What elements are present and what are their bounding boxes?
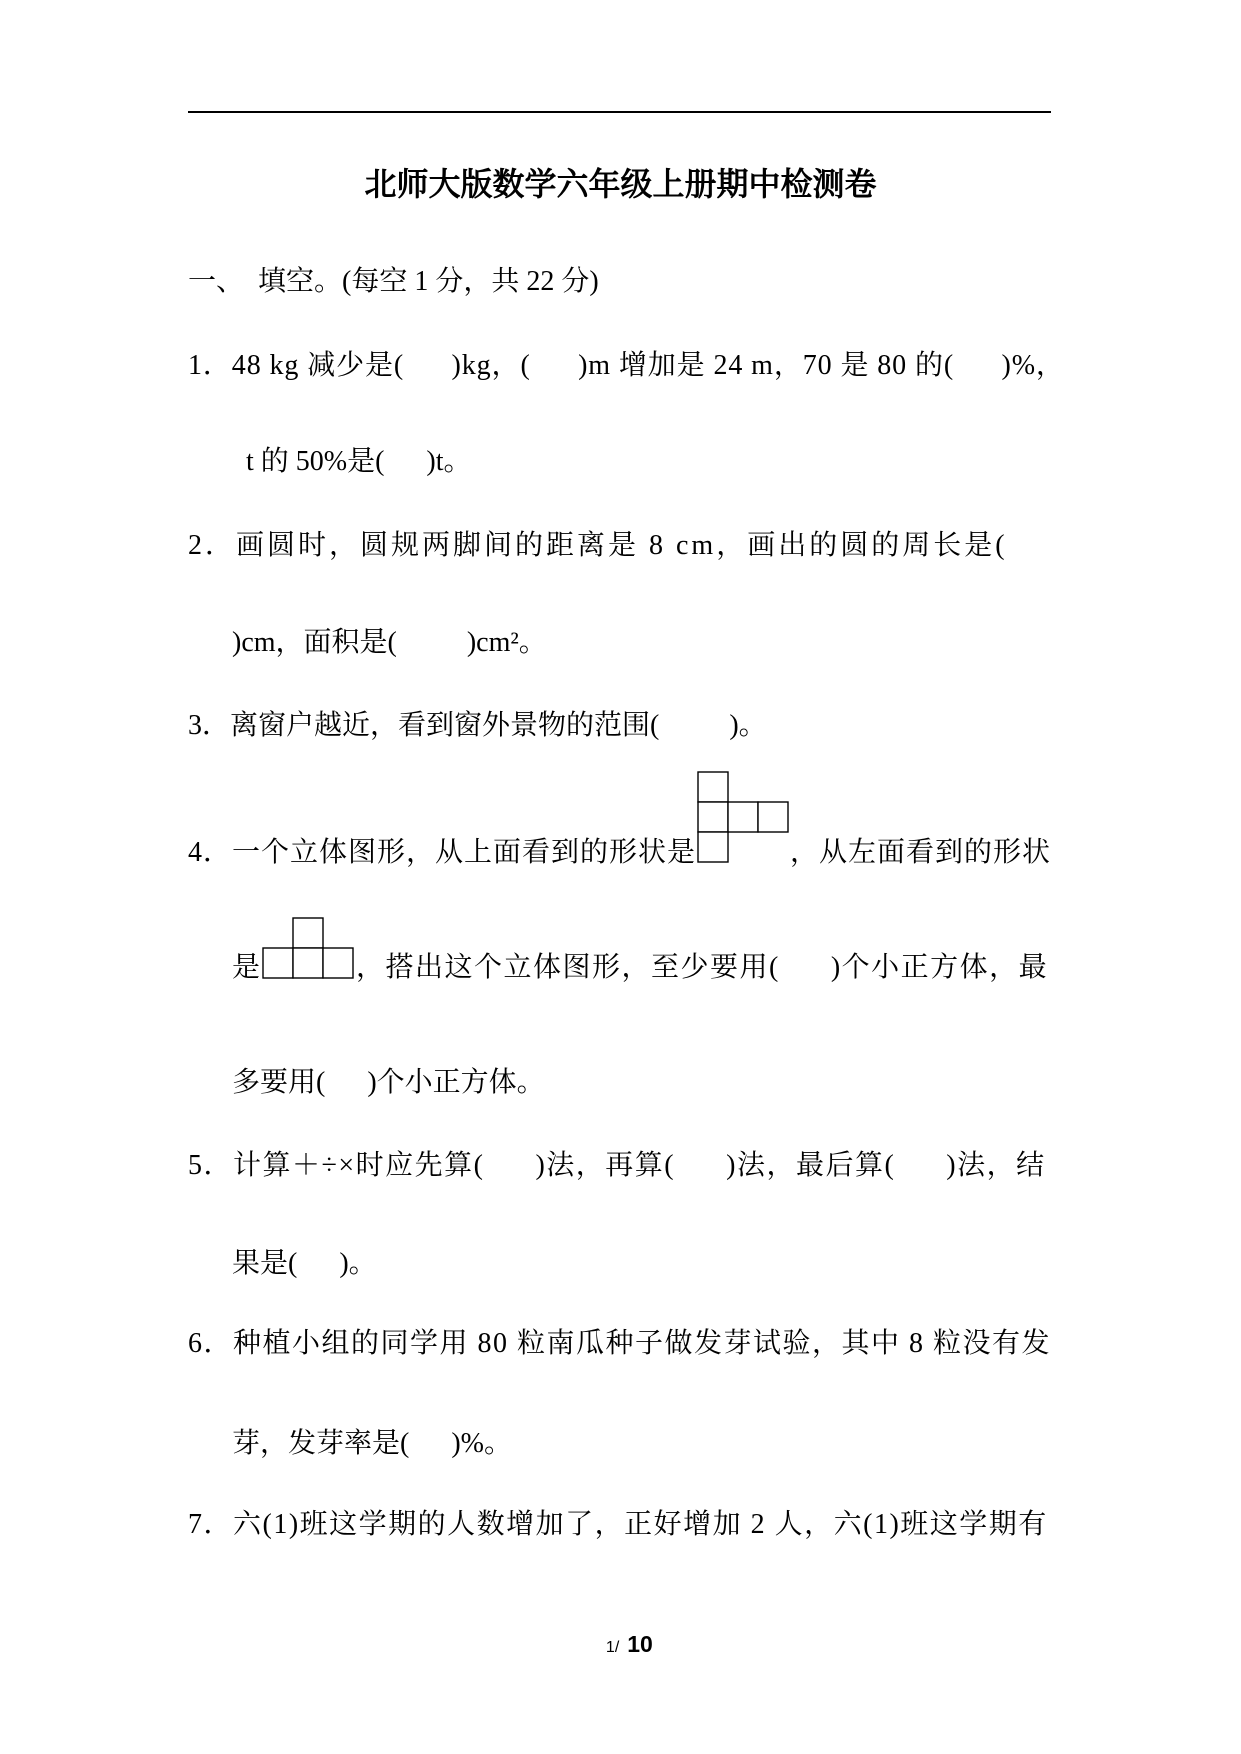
left-view-cell <box>293 918 323 948</box>
top-view-cell <box>728 802 758 832</box>
question-6-line-1: 6．种植小组的同学用 80 粒南瓜种子做发芽试验，其中 8 粒没有发 <box>188 1328 1052 1359</box>
question-1-line-2: t 的 50%是( )t。 <box>246 446 472 477</box>
top-view-cell <box>698 832 728 862</box>
question-2-line-2: )cm，面积是( )cm²。 <box>232 627 547 658</box>
section-heading: 一、 填空。(每空 1 分，共 22 分) <box>188 266 599 297</box>
top-view-figure <box>697 771 790 865</box>
top-view-cell <box>758 802 788 832</box>
left-view-cell <box>263 948 293 978</box>
question-1-line-1: 1．48 kg 减少是( )kg，( )m 增加是 24 m，70 是 80 的( )%， <box>188 350 1065 381</box>
question-4-line-2-b: ，搭出这个立体图形，至少要用( )个小正方体，最 <box>356 952 1049 983</box>
question-7-line-1: 7．六(1)班这学期的人数增加了，正好增加 2 人，六(1)班这学期有 <box>188 1509 1048 1540</box>
page-title: 北师大版数学六年级上册期中检测卷 <box>364 165 877 203</box>
question-2-line-1: 2．画圆时，圆规两脚间的距离是 8 cm，画出的圆的周长是( <box>188 530 1008 561</box>
page-number: 1/ <box>605 1639 620 1656</box>
left-view-cell <box>293 948 323 978</box>
question-4-line-3: 多要用( )个小正方体。 <box>232 1067 545 1098</box>
left-view-figure <box>262 917 355 980</box>
question-4-line-2-a: 是 <box>232 952 261 983</box>
page-total: 10 <box>627 1631 653 1657</box>
question-4-line-1-b: ，从左面看到的形状 <box>790 837 1052 868</box>
top-view-cell <box>698 772 728 802</box>
left-view-cell <box>323 948 353 978</box>
page-footer <box>0 1596 1241 1696</box>
question-4-line-1-a: 4．一个立体图形，从上面看到的形状是 <box>188 837 697 868</box>
question-5-line-2: 果是( )。 <box>232 1248 377 1279</box>
question-3-line-1: 3．离窗户越近，看到窗外景物的范围( )。 <box>188 710 767 741</box>
question-6-line-2: 芽，发芽率是( )%。 <box>232 1428 512 1459</box>
question-5-line-1: 5．计算＋÷×时应先算( )法，再算( )法，最后算( )法，结 <box>188 1150 1046 1181</box>
top-view-cell <box>698 802 728 832</box>
header-rule <box>188 111 1051 113</box>
